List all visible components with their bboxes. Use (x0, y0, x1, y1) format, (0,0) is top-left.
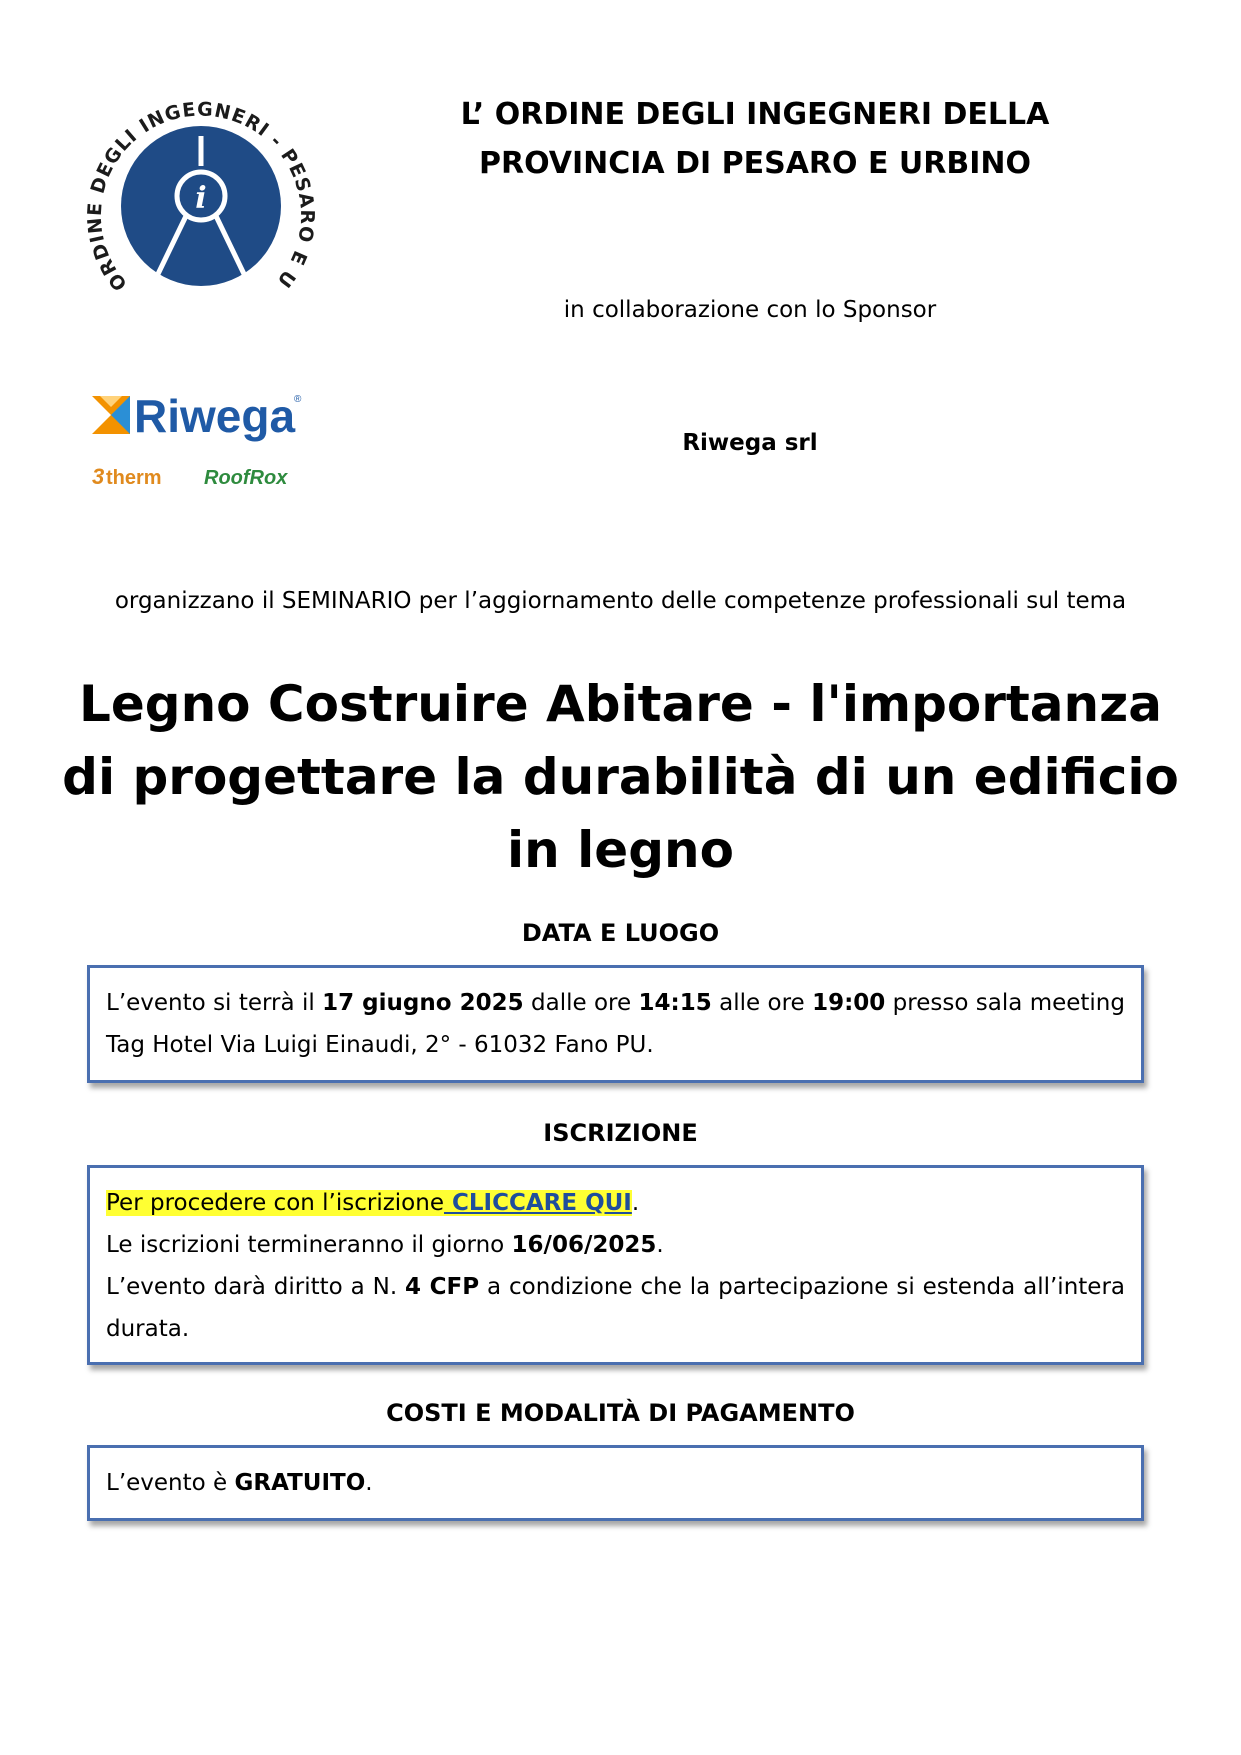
cfp-text: a condizione che la partecipazione si estenda all’intera (479, 1274, 1125, 1300)
event-start-time: 14:15 (638, 990, 712, 1016)
header-title-line2: PROVINCIA DI PESARO E URBINO (478, 146, 1031, 181)
header-title-line1: L’ ORDINE DEGLI INGEGNERI DELLA (460, 97, 1050, 132)
date-place-line1 (106, 982, 1125, 1024)
cfp-line (106, 1266, 1125, 1308)
registration-deadline-line (106, 1224, 1125, 1266)
costs-heading: COSTI E MODALITÀ DI PAGAMENTO (386, 1399, 855, 1427)
registration-line1 (106, 1182, 1125, 1224)
deadline-text: Le iscrizioni termineranno il giorno (106, 1232, 512, 1258)
event-date: 17 giugno 2025 (322, 990, 524, 1016)
costs-text: . (365, 1470, 373, 1496)
deadline-end: . (656, 1232, 664, 1258)
seminar-title-line3: in legno (507, 821, 734, 879)
registration-proceed-text: Per procedere con l’iscrizione (106, 1190, 444, 1216)
cfp-value: 4 CFP (405, 1274, 480, 1300)
ordine-ingegneri-logo (86, 96, 316, 326)
header-title (360, 90, 1150, 188)
intro-text: organizzano il SEMINARIO per l’aggiornamento delle competenze professionali sul tema (114, 588, 1127, 614)
date-text: presso sala meeting (885, 990, 1125, 1016)
svg-text:3: 3 (92, 464, 105, 489)
collaboration-text: in collaborazione con lo Sponsor (563, 297, 937, 323)
cfp-line-end: durata. (106, 1316, 190, 1342)
logo-center-glyph: i (195, 181, 207, 216)
sponsor-name: Riwega srl (682, 430, 818, 456)
date-place-box (87, 965, 1144, 1083)
registration-heading: ISCRIZIONE (543, 1119, 698, 1147)
date-text: alle ore (711, 990, 813, 1016)
logo-arc-text: ORDINE DEGLI INGEGNERI - PESARO E U (86, 98, 316, 295)
registration-highlight (106, 1190, 632, 1216)
riwega-brand-text: Riwega (134, 390, 296, 442)
costs-line (106, 1462, 1125, 1504)
event-address: Tag Hotel Via Luigi Einaudi, 2° - 61032 Fano PU. (106, 1032, 654, 1058)
registration-period: . (631, 1190, 640, 1216)
seminar-title-line1: Legno Costruire Abitare - l'importanza (79, 675, 1162, 733)
date-text: L’evento si terrà il (106, 990, 323, 1016)
deadline-date: 16/06/2025 (511, 1232, 657, 1258)
date-place-heading: DATA E LUOGO (521, 919, 720, 947)
register-link[interactable]: CLICCARE QUI (443, 1190, 632, 1216)
seminar-title (50, 668, 1191, 887)
registration-box (87, 1165, 1144, 1365)
riwega-logo (92, 388, 312, 498)
event-end-time: 19:00 (812, 990, 886, 1016)
cfp-text: L’evento darà diritto a N. (106, 1274, 406, 1300)
therm-brand-text: therm (106, 467, 162, 489)
rooflox-brand-text: RoofRox (204, 467, 288, 489)
costs-text: L’evento è (106, 1470, 235, 1496)
registered-mark: ® (294, 394, 302, 405)
costs-free: GRATUITO (234, 1470, 366, 1496)
costs-box (87, 1445, 1144, 1521)
seminar-title-line2: di progettare la durabilità di un edificio (62, 748, 1179, 806)
date-text: dalle ore (523, 990, 639, 1016)
